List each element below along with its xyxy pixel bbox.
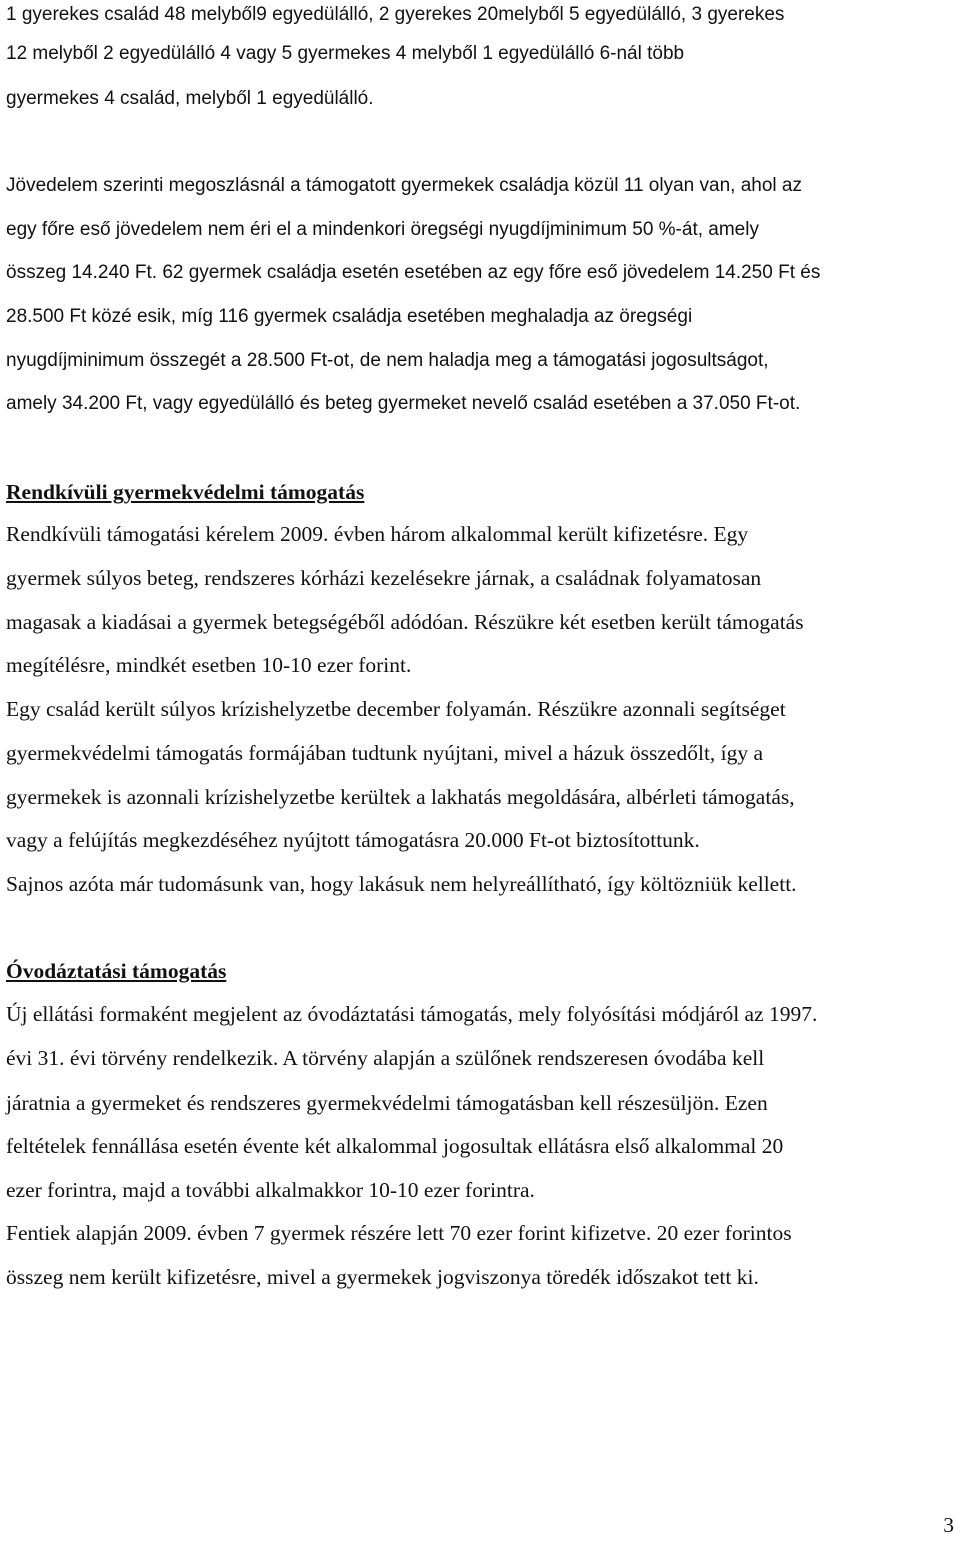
income-line-3: összeg 14.240 Ft. 62 gyermek családja esetén esetében az egy főre eső jövedelem 14.250 Ft és: [6, 262, 821, 283]
extraordinary-line-8: vagy a felújítás megkezdéséhez nyújtott támogatásra 20.000 Ft-ot biztosítottunk.: [6, 828, 700, 852]
kindergarten-line-4: feltételek fennállása esetén évente két alkalommal jogosultak ellátásra első alkalommal 20: [6, 1134, 784, 1158]
extraordinary-line-6: gyermekvédelmi támogatás formájában tudtunk nyújtani, mivel a házuk összedőlt, így a: [6, 741, 764, 765]
kindergarten-line-5: ezer forintra, majd a további alkalmakkor 10-10 ezer forintra.: [6, 1178, 535, 1202]
intro-line-2: 12 melyből 2 egyedülálló 4 vagy 5 gyermekes 4 melyből 1 egyedülálló 6-nál több: [6, 43, 685, 64]
income-line-6: amely 34.200 Ft, vagy egyedülálló és beteg gyermeket nevelő család esetében a 37.050 Ft-ot.: [6, 393, 801, 414]
kindergarten-line-2: évi 31. évi törvény rendelkezik. A törvény alapján a szülőnek rendszeresen óvodába kell: [6, 1046, 765, 1070]
income-line-4: 28.500 Ft közé esik, míg 116 gyermek családja esetében meghaladja az öregségi: [6, 306, 693, 327]
page-number: 3: [943, 1513, 954, 1537]
intro-line-1: 1 gyerekes család 48 melyből9 egyedülálló, 2 gyerekes 20melyből 5 egyedülálló, 3 gyerekes: [6, 4, 785, 25]
income-line-1: Jövedelem szerinti megoszlásnál a támogatott gyermekek családja közül 11 olyan van, ahol az: [6, 175, 802, 196]
extraordinary-line-3: magasak a kiadásai a gyermek betegségéből adódóan. Részükre két esetben került támogatás: [6, 610, 804, 634]
kindergarten-line-1: Új ellátási formaként megjelent az óvodáztatási támogatás, mely folyósítási módjáról az 1997.: [6, 1002, 818, 1026]
extraordinary-line-4: megítélésre, mindkét esetben 10-10 ezer forint.: [6, 653, 412, 677]
section-heading-kindergarten: Óvodáztatási támogatás: [6, 959, 227, 983]
intro-line-3: gyermekes 4 család, melyből 1 egyedülálló.: [6, 88, 374, 109]
extraordinary-line-1: Rendkívüli támogatási kérelem 2009. évben három alkalommal került kifizetésre. Egy: [6, 522, 749, 546]
extraordinary-line-7: gyermekek is azonnali krízishelyzetbe kerültek a lakhatás megoldására, albérleti támogatás,: [6, 785, 795, 809]
section-heading-extraordinary: Rendkívüli gyermekvédelmi támogatás: [6, 480, 365, 504]
extraordinary-line-9: Sajnos azóta már tudomásunk van, hogy lakásuk nem helyreállítható, így költözniük kellett.: [6, 872, 797, 896]
kindergarten-line-7: összeg nem került kifizetésre, mivel a gyermekek jogviszonya töredék időszakot tett ki.: [6, 1265, 759, 1289]
income-line-5: nyugdíjminimum összegét a 28.500 Ft-ot, de nem haladja meg a támogatási jogosultságot,: [6, 350, 769, 371]
kindergarten-line-3: járatnia a gyermeket és rendszeres gyermekvédelmi támogatásban kell részesüljön. Ezen: [6, 1091, 768, 1115]
kindergarten-line-6: Fentiek alapján 2009. évben 7 gyermek részére lett 70 ezer forint kifizetve. 20 ezer forintos: [6, 1221, 792, 1245]
extraordinary-line-5: Egy család került súlyos krízishelyzetbe december folyamán. Részükre azonnali segítséget: [6, 697, 786, 721]
extraordinary-line-2: gyermek súlyos beteg, rendszeres kórházi kezelésekre járnak, a családnak folyamatosan: [6, 566, 762, 590]
income-line-2: egy főre eső jövedelem nem éri el a mindenkori öregségi nyugdíjminimum 50 %-át, amely: [6, 219, 759, 240]
